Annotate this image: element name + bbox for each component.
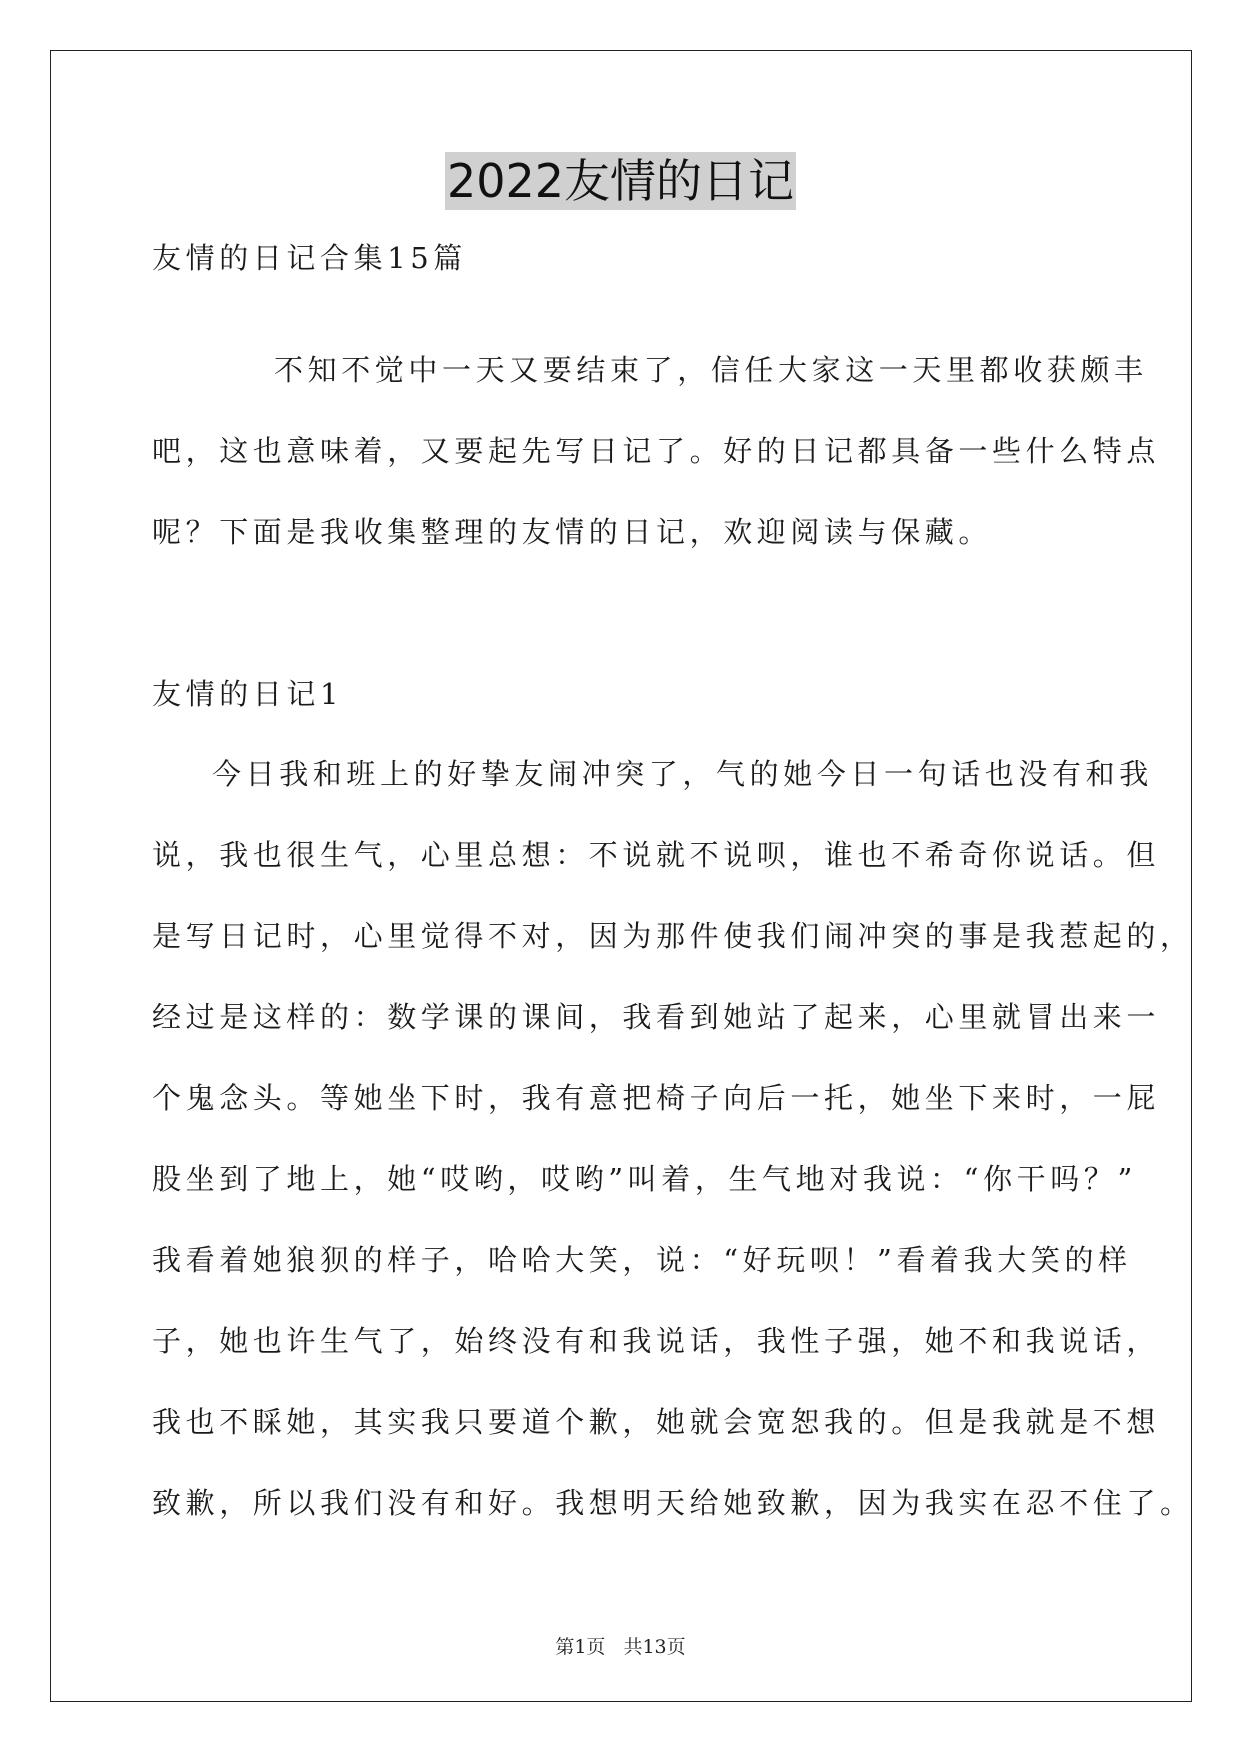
intro-line-2: 吧，这也意味着，又要起先写日记了。好的日记都具备一些什么特点: [152, 434, 1161, 468]
paragraph-line-1: 今日我和班上的好挚友闹冲突了，气的她今日一句话也没有和我: [212, 757, 1153, 791]
subtitle: 友情的日记合集15篇: [152, 241, 467, 275]
paragraph-line-7: 我看着她狼狈的样子，哈哈大笑，说：“好玩呗！”看着我大笑的样: [152, 1243, 1132, 1277]
title-container: [0, 152, 1241, 210]
paragraph-line-2: 说，我也很生气，心里总想：不说就不说呗，谁也不希奇你说话。但: [152, 838, 1161, 872]
page-number: 第1页: [555, 1636, 606, 1658]
paragraph-line-8: 子，她也许生气了，始终没有和我说话，我性子强，她不和我说话，: [152, 1324, 1161, 1358]
paragraph-line-6: 股坐到了地上，她“哎哟，哎哟”叫着，生气地对我说：“你干吗？”: [152, 1162, 1137, 1196]
paragraph-line-4: 经过是这样的：数学课的课间，我看到她站了起来，心里就冒出来一: [152, 1000, 1161, 1034]
intro-line-1: 不知不觉中一天又要结束了，信任大家这一天里都收获颇丰: [274, 353, 1148, 387]
paragraph-line-3: 是写日记时，心里觉得不对，因为那件使我们闹冲突的事是我惹起的，: [152, 919, 1194, 953]
page-total: 共13页: [623, 1636, 686, 1658]
paragraph-line-9: 我也不睬她，其实我只要道个歉，她就会宽恕我的。但是我就是不想: [152, 1405, 1161, 1439]
paragraph-line-5: 个鬼念头。等她坐下时，我有意把椅子向后一托，她坐下来时，一屁: [152, 1081, 1161, 1115]
section-heading: 友情的日记1: [152, 677, 344, 711]
intro-line-3: 呢？下面是我收集整理的友情的日记，欢迎阅读与保藏。: [152, 515, 993, 549]
page-footer: [0, 1635, 1241, 1659]
document-title: 2022友情的日记: [446, 154, 795, 208]
paragraph-line-10: 致歉，所以我们没有和好。我想明天给她致歉，因为我实在忍不住了。: [152, 1486, 1194, 1520]
page-border: [50, 50, 1192, 1702]
